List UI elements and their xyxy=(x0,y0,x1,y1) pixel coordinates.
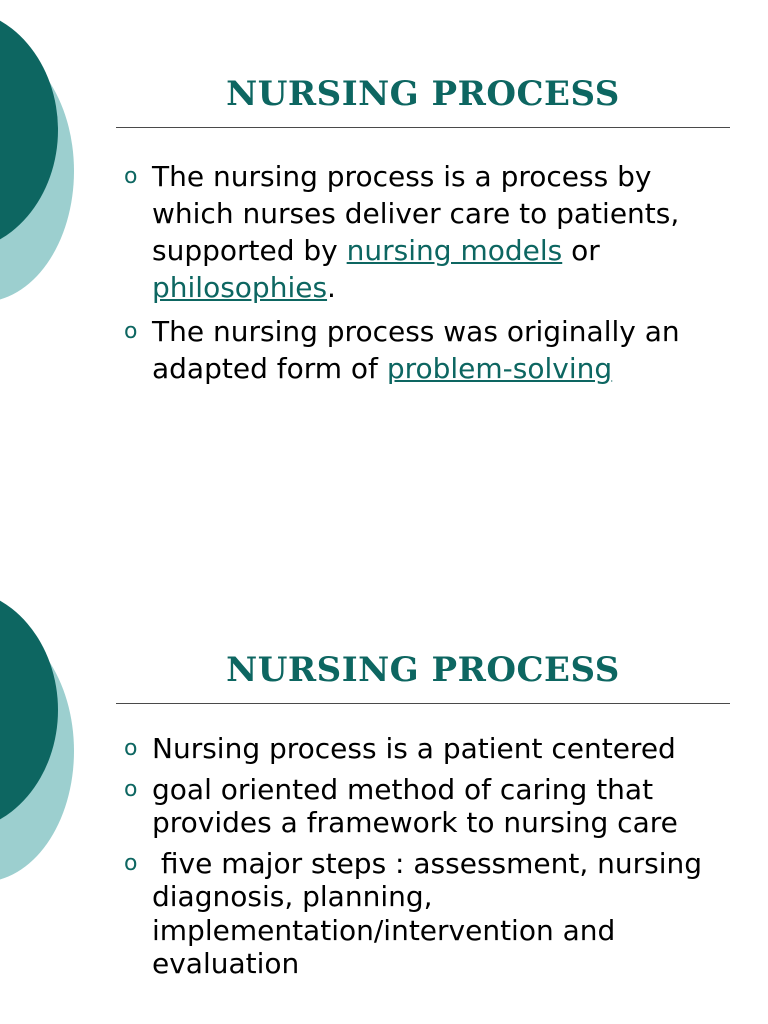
bullet-icon: o xyxy=(124,776,138,802)
bullet-text: goal oriented method of caring that provides a framework to nursing care xyxy=(152,772,678,839)
list-item xyxy=(122,313,722,387)
list-item xyxy=(122,732,722,766)
bullet-text: The nursing process is a process by which nurses deliver care to patients, supported by xyxy=(152,160,680,267)
list-item xyxy=(122,158,722,306)
bullet-icon: o xyxy=(124,850,138,876)
bullet-icon: o xyxy=(124,736,138,761)
list-item xyxy=(122,847,722,981)
nursing-models-link[interactable]: nursing models xyxy=(346,234,563,267)
slide-title xyxy=(116,650,730,690)
slide-title-text: NURSING PROCESS xyxy=(226,650,620,690)
problem-solving-link[interactable]: problem-solving xyxy=(386,352,613,385)
title-divider xyxy=(116,127,730,128)
bullet-list xyxy=(122,158,722,394)
bullet-text: The nursing process was originally an adapted form of xyxy=(152,315,680,385)
bullet-text: . xyxy=(327,271,336,304)
bullet-list xyxy=(122,732,722,988)
title-divider xyxy=(116,703,730,704)
slide-title xyxy=(116,74,730,114)
bullet-text: five major steps : assessment, nursing diagnosis, planning, implementation/intervention and evaluation xyxy=(152,846,711,980)
bullet-text: or xyxy=(562,234,600,267)
bullet-text: Nursing process is a patient centered xyxy=(152,732,676,765)
bullet-icon: o xyxy=(124,319,138,344)
slide-title-text: NURSING PROCESS xyxy=(226,74,620,114)
slide-2 xyxy=(0,576,768,1024)
list-item xyxy=(122,773,722,840)
philosophies-link[interactable]: philosophies xyxy=(152,271,328,304)
bullet-icon: o xyxy=(124,164,138,189)
